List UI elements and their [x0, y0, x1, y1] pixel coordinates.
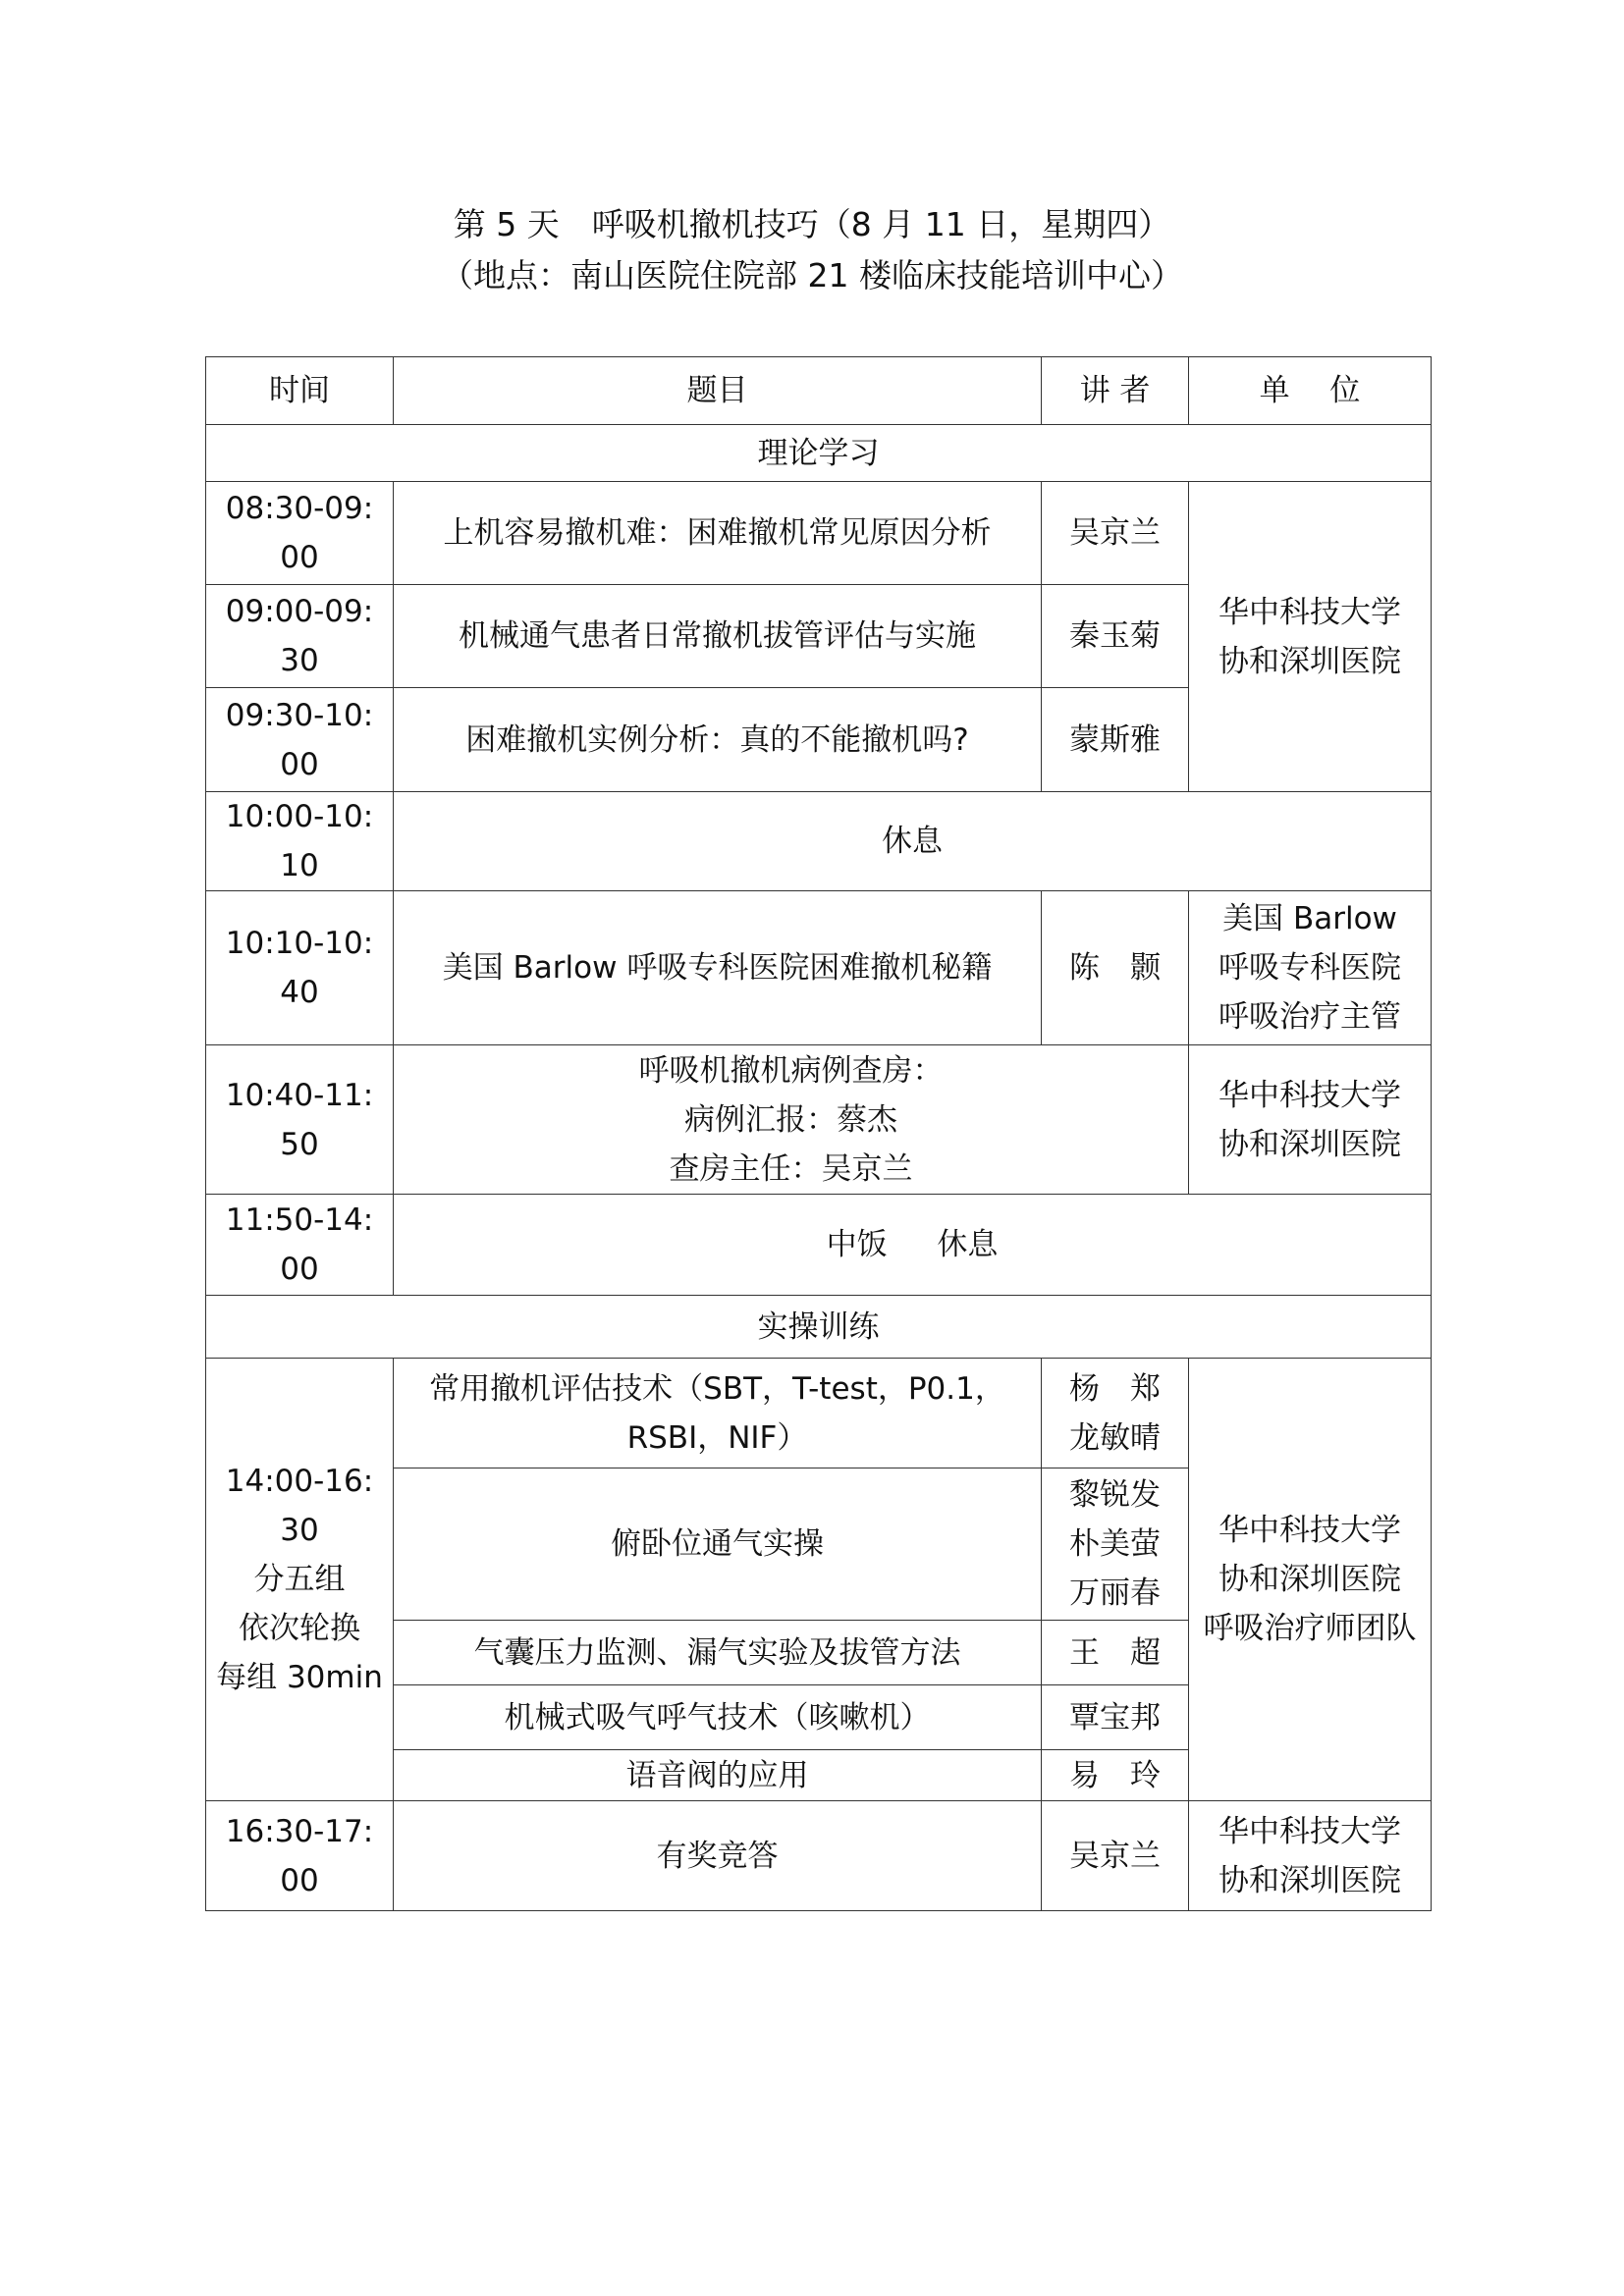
topic-cell: 常用撤机评估技术（SBT，T-test，P0.1， RSBI，NIF） — [394, 1359, 1042, 1468]
speaker-cell: 王 超 — [1042, 1621, 1189, 1685]
topic-cell: 机械通气患者日常撤机拔管评估与实施 — [394, 585, 1042, 688]
table-row — [206, 792, 1432, 891]
section-practice: 实操训练 — [206, 1296, 1432, 1359]
speaker-cell: 吴京兰 — [1042, 1801, 1189, 1911]
speaker-cell: 吴京兰 — [1042, 482, 1189, 585]
page-subtitle-location: （地点：南山医院住院部 21 楼临床技能培训中心） — [441, 256, 1183, 294]
table-row — [206, 1045, 1432, 1195]
speaker-cell: 黎锐发 朴美萤 万丽春 — [1042, 1468, 1189, 1621]
time-cell: 10:00-10: 10 — [206, 792, 394, 891]
topic-cell: 气囊压力监测、漏气实验及拔管方法 — [394, 1621, 1042, 1685]
table-row — [206, 891, 1432, 1045]
speaker-cell: 陈 颢 — [1042, 891, 1189, 1045]
section-row — [206, 425, 1432, 482]
table-row — [206, 1801, 1432, 1911]
unit-cell: 华中科技大学 协和深圳医院 — [1189, 1045, 1432, 1195]
speaker-cell: 杨 郑 龙敏晴 — [1042, 1359, 1189, 1468]
unit-cell: 美国 Barlow 呼吸专科医院 呼吸治疗主管 — [1189, 891, 1432, 1045]
time-cell: 11:50-14: 00 — [206, 1195, 394, 1296]
header-topic: 题目 — [394, 357, 1042, 425]
speaker-cell: 易 玲 — [1042, 1750, 1189, 1801]
time-cell: 08:30-09: 00 — [206, 482, 394, 585]
header-speaker: 讲 者 — [1042, 357, 1189, 425]
topic-cell: 呼吸机撤机病例查房： 病例汇报：蔡杰 查房主任：吴京兰 — [394, 1045, 1189, 1195]
time-cell: 14:00-16: 30 分五组 依次轮换 每组 30min — [206, 1359, 394, 1801]
speaker-cell: 秦玉菊 — [1042, 585, 1189, 688]
time-cell: 09:30-10: 00 — [206, 688, 394, 792]
table-header-row — [206, 357, 1432, 425]
table-row — [206, 482, 1432, 585]
speaker-cell: 蒙斯雅 — [1042, 688, 1189, 792]
topic-cell: 机械式吸气呼气技术（咳嗽机） — [394, 1685, 1042, 1750]
time-cell: 09:00-09: 30 — [206, 585, 394, 688]
table-row — [206, 1359, 1432, 1468]
unit-cell: 华中科技大学 协和深圳医院 — [1189, 482, 1432, 792]
header-time: 时间 — [206, 357, 394, 425]
time-cell: 16:30-17: 00 — [206, 1801, 394, 1911]
section-theory: 理论学习 — [206, 425, 1432, 482]
page-title: 第 5 天 呼吸机撤机技巧（8 月 11 日，星期四） — [453, 205, 1171, 243]
topic-cell: 美国 Barlow 呼吸专科医院困难撤机秘籍 — [394, 891, 1042, 1045]
unit-cell: 华中科技大学 协和深圳医院 — [1189, 1801, 1432, 1911]
topic-cell: 语音阀的应用 — [394, 1750, 1042, 1801]
unit-cell: 华中科技大学 协和深圳医院 呼吸治疗师团队 — [1189, 1359, 1432, 1801]
schedule-table — [205, 356, 1432, 1911]
table-row — [206, 1195, 1432, 1296]
topic-cell: 有奖竞答 — [394, 1801, 1042, 1911]
topic-cell: 上机容易撤机难：困难撤机常见原因分析 — [394, 482, 1042, 585]
lunch-cell: 中饭 休息 — [394, 1195, 1432, 1296]
speaker-cell: 覃宝邦 — [1042, 1685, 1189, 1750]
section-row — [206, 1296, 1432, 1359]
time-cell: 10:10-10: 40 — [206, 891, 394, 1045]
header-unit: 单 位 — [1189, 357, 1432, 425]
topic-cell: 俯卧位通气实操 — [394, 1468, 1042, 1621]
topic-cell: 困难撤机实例分析：真的不能撤机吗? — [394, 688, 1042, 792]
break-cell: 休息 — [394, 792, 1432, 891]
time-cell: 10:40-11: 50 — [206, 1045, 394, 1195]
